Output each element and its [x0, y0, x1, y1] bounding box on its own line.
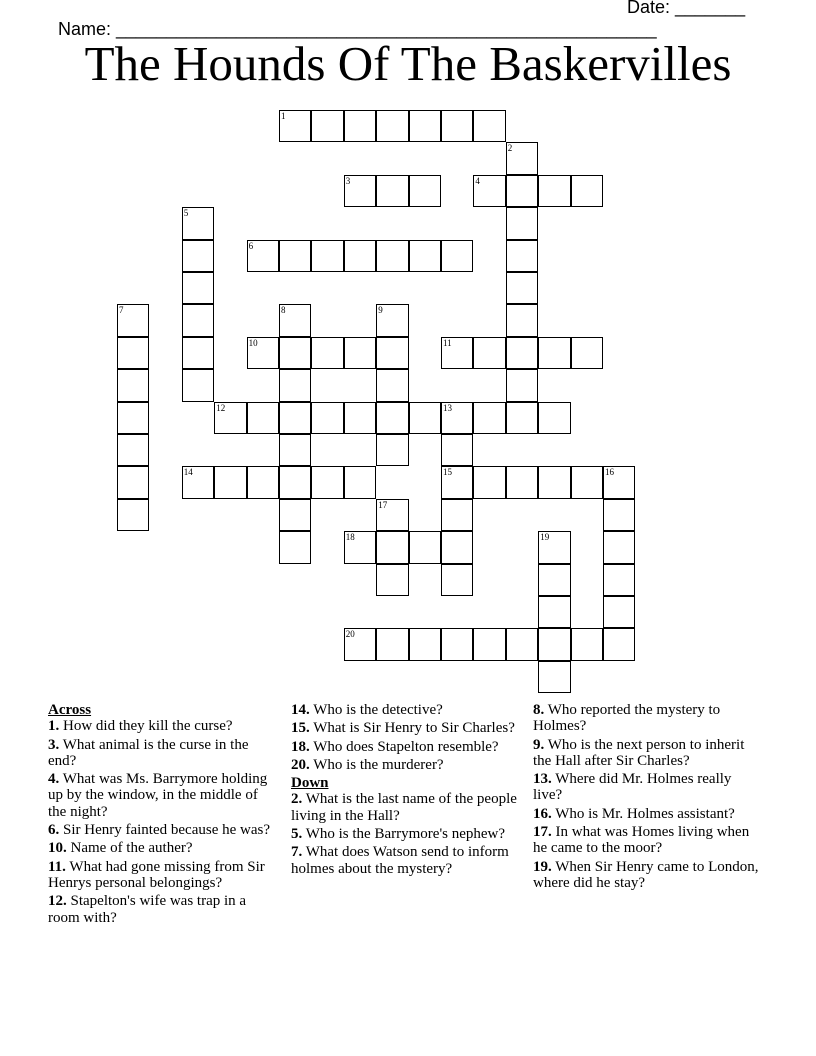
crossword-cell[interactable]	[214, 466, 246, 498]
date-field-label: Date: _______	[627, 0, 746, 17]
crossword-cell[interactable]	[409, 175, 441, 207]
clue-number: 19	[540, 532, 550, 543]
across-clue-list	[48, 718, 274, 926]
crossword-cell[interactable]	[182, 272, 214, 304]
clue-number-label: 8.	[533, 702, 545, 718]
crossword-cell[interactable]	[506, 466, 538, 498]
clue-text: Who is the next person to inherit the Hall after Sir Charles?	[533, 736, 745, 769]
crossword-cell[interactable]	[506, 369, 538, 401]
clue-number-label: 16.	[533, 805, 552, 822]
clue-number-label: 15.	[291, 720, 310, 737]
crossword-cell[interactable]	[214, 402, 246, 434]
crossword-cell[interactable]	[344, 466, 376, 498]
crossword-cell[interactable]	[182, 466, 214, 498]
clues-column-1	[48, 702, 274, 928]
clue-item	[533, 859, 763, 892]
clue-item	[48, 859, 274, 892]
crossword-cell[interactable]	[473, 466, 505, 498]
clue-number: 18	[345, 532, 355, 543]
down-heading: Down	[291, 775, 329, 792]
crossword-cell[interactable]	[571, 628, 603, 660]
clue-number: 10	[248, 337, 258, 348]
crossword-cell[interactable]	[344, 628, 376, 660]
crossword-cell[interactable]	[506, 175, 538, 207]
clue-item	[48, 737, 274, 770]
crossword-cell[interactable]	[311, 110, 343, 142]
crossword-cell[interactable]	[279, 531, 311, 563]
clue-item	[533, 702, 763, 735]
crossword-cell[interactable]	[376, 628, 408, 660]
puzzle-title: The Hounds Of The Baskervilles	[84, 36, 732, 91]
clue-text: What was Ms. Barrymore holding up by the window, in the middle of the night?	[48, 771, 268, 820]
clue-number-label: 1.	[48, 718, 60, 735]
crossword-cell[interactable]	[182, 240, 214, 272]
clue-number-label: 18.	[291, 738, 310, 755]
crossword-cell[interactable]	[571, 466, 603, 498]
clue-item	[48, 771, 274, 820]
crossword-cell[interactable]	[603, 596, 635, 628]
crossword-cell[interactable]	[506, 240, 538, 272]
across-heading: Across	[48, 702, 92, 718]
crossword-cell[interactable]	[117, 466, 149, 498]
crossword-cell[interactable]	[506, 142, 538, 174]
crossword-cell[interactable]	[344, 402, 376, 434]
crossword-cell[interactable]	[279, 499, 311, 531]
crossword-cell[interactable]	[603, 564, 635, 596]
clue-text: Who is the murderer?	[309, 756, 444, 773]
clue-item	[48, 718, 274, 734]
crossword-cell[interactable]	[376, 304, 408, 336]
clue-text: Sir Henry fainted because he was?	[59, 822, 270, 839]
crossword-cell[interactable]	[311, 466, 343, 498]
clue-text: Name of the auther?	[66, 840, 193, 857]
clue-number-label: 3.	[48, 736, 60, 753]
crossword-cell[interactable]	[506, 207, 538, 239]
crossword-cell[interactable]	[473, 175, 505, 207]
clue-text: Stapelton's wife was trap in a room with?	[48, 893, 247, 926]
clue-item	[533, 771, 763, 804]
clue-text: What is Sir Henry to Sir Charles?	[309, 720, 515, 737]
clue-number: 8	[281, 305, 286, 316]
clue-item	[533, 824, 763, 857]
crossword-cell[interactable]	[571, 175, 603, 207]
clue-number-label: 10.	[48, 840, 67, 857]
clue-text: When Sir Henry came to London, where did he stay?	[533, 858, 759, 891]
crossword-cell[interactable]	[441, 402, 473, 434]
crossword-cell[interactable]	[376, 110, 408, 142]
clue-text: What is the last name of the people living in the Hall?	[291, 791, 517, 824]
clue-number: 7	[119, 305, 124, 316]
crossword-cell[interactable]	[571, 337, 603, 369]
crossword-cell[interactable]	[441, 466, 473, 498]
crossword-cell[interactable]	[247, 466, 279, 498]
crossword-cell[interactable]	[376, 240, 408, 272]
crossword-cell[interactable]	[117, 499, 149, 531]
clue-text: In what was Homes living when he came to the moor?	[533, 824, 750, 857]
clue-number: 16	[605, 467, 614, 478]
crossword-cell[interactable]	[311, 402, 343, 434]
crossword-cell[interactable]	[506, 304, 538, 336]
crossword-cell[interactable]	[279, 240, 311, 272]
clue-number-label: 7.	[291, 844, 303, 861]
clue-number: 9	[378, 305, 383, 316]
crossword-cell[interactable]	[279, 466, 311, 498]
clue-number: 4	[475, 175, 480, 186]
crossword-cell[interactable]	[279, 304, 311, 336]
clue-number: 6	[248, 240, 254, 251]
name-field-label: Name: ______________________________________________________	[58, 19, 657, 39]
crossword-cell[interactable]	[182, 304, 214, 336]
clue-number-label: 12.	[48, 893, 67, 910]
crossword-cell[interactable]	[344, 531, 376, 563]
crossword-cell[interactable]	[376, 499, 408, 531]
clue-number: 14	[183, 467, 193, 478]
crossword-cell[interactable]	[538, 564, 570, 596]
clue-number: 11	[443, 337, 452, 348]
crossword-cell[interactable]	[603, 499, 635, 531]
crossword-cell[interactable]	[441, 531, 473, 563]
clues-column-2	[291, 702, 523, 879]
clue-text: What does Watson send to inform holmes about the mystery?	[291, 844, 509, 877]
crossword-cell[interactable]	[506, 337, 538, 369]
crossword-cell[interactable]	[247, 402, 279, 434]
clue-text: Who is Mr. Holmes assistant?	[551, 805, 735, 822]
crossword-cell[interactable]	[538, 628, 570, 660]
clue-number: 20	[345, 629, 355, 640]
clue-number-label: 19.	[533, 858, 552, 875]
clue-text: Who does Stapelton resemble?	[309, 738, 499, 755]
clue-item	[291, 702, 523, 718]
crossword-cell[interactable]	[441, 564, 473, 596]
crossword-cell[interactable]	[344, 110, 376, 142]
crossword-cell[interactable]	[409, 628, 441, 660]
crossword-cell[interactable]	[182, 369, 214, 401]
clue-text: Where did Mr. Holmes really live?	[533, 771, 732, 804]
clue-number: 1	[281, 111, 286, 121]
crossword-cell[interactable]	[344, 175, 376, 207]
crossword-cell[interactable]	[441, 337, 473, 369]
crossword-cell[interactable]	[344, 337, 376, 369]
crossword-cell[interactable]	[506, 402, 538, 434]
clue-item	[291, 791, 523, 824]
clue-text: What had gone missing from Sir Henrys personal belongings?	[48, 858, 265, 891]
crossword-cell[interactable]	[409, 531, 441, 563]
clue-item	[291, 720, 523, 736]
crossword-cell[interactable]	[538, 402, 570, 434]
clue-number-label: 20.	[291, 756, 310, 773]
crossword-cell[interactable]	[247, 337, 279, 369]
clue-item	[48, 840, 274, 856]
crossword-cell[interactable]	[376, 337, 408, 369]
across-clue-list-continued	[291, 702, 523, 773]
crossword-cell[interactable]	[376, 531, 408, 563]
clue-text: Who reported the mystery to Holmes?	[533, 702, 721, 735]
clue-number: 15	[443, 467, 452, 478]
crossword-cell[interactable]	[441, 240, 473, 272]
crossword-cell[interactable]	[117, 337, 149, 369]
clue-item	[291, 739, 523, 755]
clue-item	[291, 844, 523, 877]
down-clue-list-continued	[533, 702, 763, 891]
crossword-cell[interactable]	[538, 466, 570, 498]
crossword-cell[interactable]	[506, 272, 538, 304]
crossword-cell[interactable]	[117, 402, 149, 434]
crossword-cell[interactable]	[603, 466, 635, 498]
clue-number-label: 13.	[533, 771, 552, 788]
clue-number-label: 17.	[533, 824, 552, 841]
crossword-cell[interactable]	[376, 402, 408, 434]
crossword-cell[interactable]	[538, 661, 570, 693]
crossword-cell[interactable]	[506, 628, 538, 660]
clue-item	[291, 757, 523, 773]
clue-number-label: 4.	[48, 771, 60, 788]
crossword-cell[interactable]	[117, 304, 149, 336]
crossword-cell[interactable]	[376, 369, 408, 401]
crossword-cell[interactable]	[182, 207, 214, 239]
clue-number: 2	[507, 143, 513, 154]
clue-item	[48, 893, 274, 926]
crossword-cell[interactable]	[473, 628, 505, 660]
clue-number: 5	[183, 208, 189, 219]
clue-number: 13	[443, 402, 452, 413]
crossword-cell[interactable]	[247, 240, 279, 272]
crossword-cell[interactable]	[538, 531, 570, 563]
clue-number: 12	[216, 402, 226, 413]
crossword-cell[interactable]	[409, 402, 441, 434]
crossword-cell[interactable]	[441, 628, 473, 660]
clue-number-label: 11.	[48, 858, 66, 875]
clue-number-label: 6.	[48, 822, 60, 839]
crossword-cell[interactable]	[441, 499, 473, 531]
crossword-cell[interactable]	[603, 531, 635, 563]
clue-number-label: 5.	[291, 826, 303, 843]
crossword-cell[interactable]	[538, 596, 570, 628]
crossword-cell[interactable]	[344, 240, 376, 272]
crossword-cell[interactable]	[409, 240, 441, 272]
clue-text: How did they kill the curse?	[59, 718, 233, 735]
crossword-cell[interactable]	[279, 402, 311, 434]
crossword-cell[interactable]	[279, 337, 311, 369]
crossword-cell[interactable]	[376, 175, 408, 207]
crossword-cell[interactable]	[376, 564, 408, 596]
clue-number-label: 14.	[291, 702, 310, 718]
crossword-cell[interactable]	[538, 175, 570, 207]
crossword-cell[interactable]	[117, 369, 149, 401]
crossword-cell[interactable]	[441, 434, 473, 466]
clue-number-label: 9.	[533, 736, 545, 753]
crossword-cell[interactable]	[279, 434, 311, 466]
clue-item	[48, 822, 274, 838]
clue-number: 3	[345, 175, 351, 186]
clue-number: 17	[378, 499, 388, 510]
crossword-cell[interactable]	[473, 402, 505, 434]
crossword-cell[interactable]	[473, 110, 505, 142]
crossword-cell[interactable]	[603, 628, 635, 660]
crossword-cell[interactable]	[311, 337, 343, 369]
crossword-cell[interactable]	[473, 337, 505, 369]
down-clue-list	[291, 791, 523, 876]
clues-column-3	[533, 702, 763, 893]
clue-text: Who is the Barrymore's nephew?	[302, 826, 506, 843]
clue-number-label: 2.	[291, 791, 303, 808]
clue-item	[533, 737, 763, 770]
clue-item	[291, 826, 523, 842]
crossword-cell[interactable]	[311, 240, 343, 272]
clue-text: Who is the detective?	[309, 702, 443, 718]
crossword-cell[interactable]	[538, 337, 570, 369]
crossword-cell[interactable]	[409, 110, 441, 142]
clue-item	[533, 806, 763, 822]
crossword-cell[interactable]	[441, 110, 473, 142]
crossword-cell[interactable]	[376, 434, 408, 466]
crossword-cell[interactable]	[182, 337, 214, 369]
crossword-cell[interactable]	[117, 434, 149, 466]
crossword-cell[interactable]	[279, 369, 311, 401]
crossword-cell[interactable]	[279, 110, 311, 142]
clue-text: What animal is the curse in the end?	[48, 736, 249, 769]
